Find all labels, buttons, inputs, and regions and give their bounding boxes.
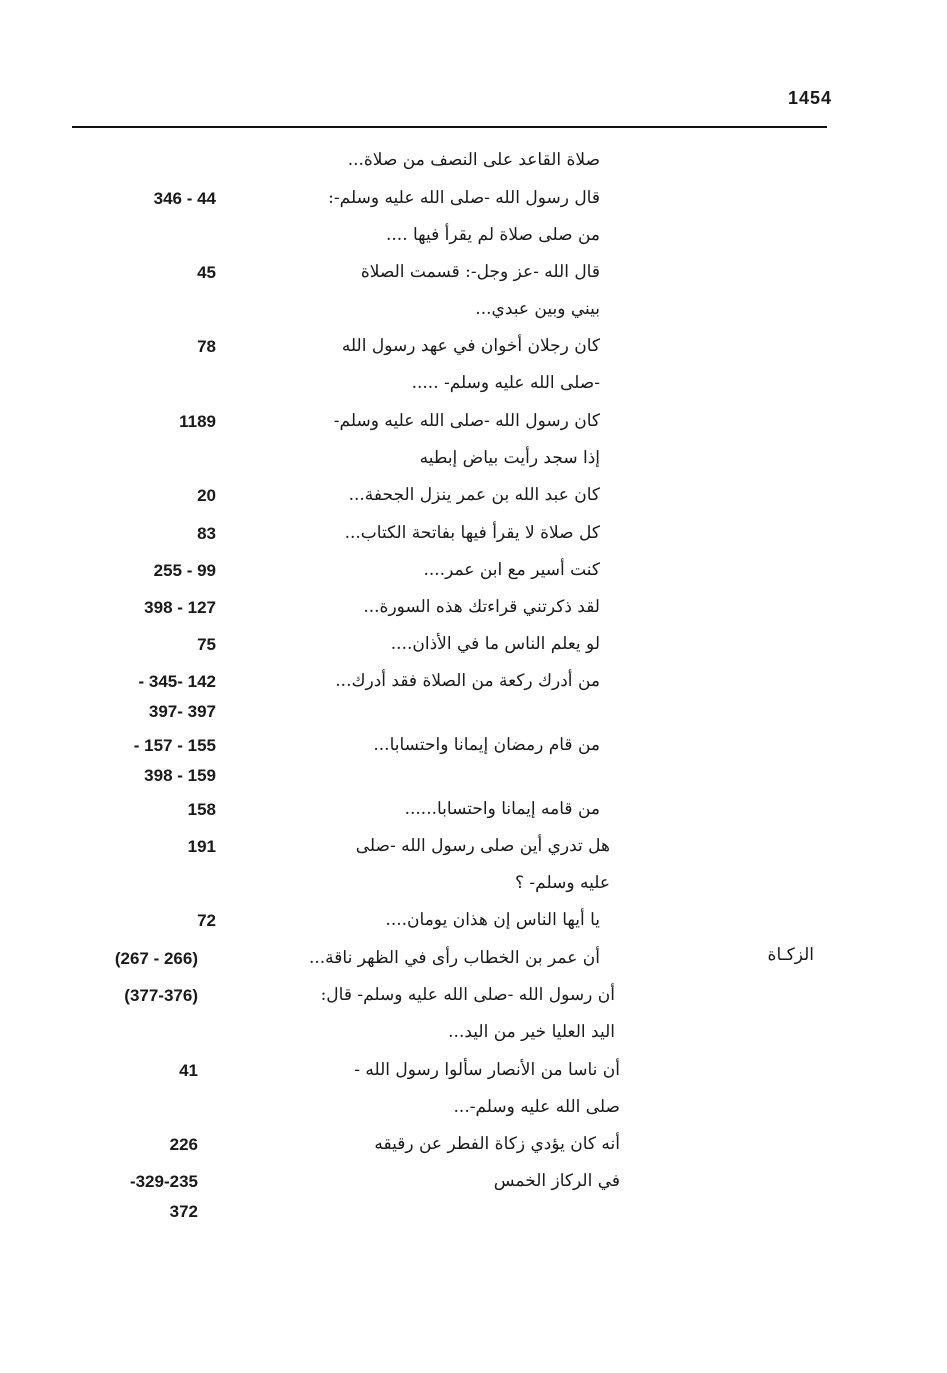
entry-page-refs (80, 795, 216, 825)
entry-text (260, 515, 600, 552)
entry-line: صلاة القاعد على النصف من صلاة... (347, 150, 600, 170)
entry-page-refs (80, 184, 216, 214)
entry-line: هل تدري أين صلى رسول الله -صلى (355, 836, 610, 856)
entry-line: كل صلاة لا يقرأ فيها بفاتحة الكتاب... (344, 523, 600, 543)
entry-page-ref: 158 (187, 800, 216, 819)
entry-page-refs (80, 332, 216, 362)
entry-line: من قام رمضان إيمانا واحتسابا... (373, 735, 600, 755)
entry-text (260, 589, 600, 626)
entry-page-refs (80, 519, 216, 549)
entry-page-refs (80, 832, 216, 862)
entry-line: أن رسول الله -صلى الله عليه وسلم- قال: (320, 985, 615, 1005)
entry-text (260, 403, 600, 477)
entry-page-refs (80, 630, 216, 660)
entry-text (260, 791, 600, 828)
entry-text (260, 254, 600, 328)
entry-text (260, 552, 600, 589)
entry-line: -صلى الله عليه وسلم- ..... (411, 373, 600, 393)
entry-line: يا أيها الناس إن هذان يومان.... (385, 910, 600, 930)
entry-text (260, 328, 600, 402)
entry-line: كان رجلان أخوان في عهد رسول الله (341, 336, 600, 356)
entry-text (260, 902, 600, 939)
entry-page-ref: 20 (197, 486, 216, 505)
entry-line: عليه وسلم- ؟ (515, 873, 610, 893)
entry-page-ref: 226 (169, 1135, 198, 1154)
entry-text (260, 727, 600, 764)
entry-line: قال الله -عز وجل-: قسمت الصلاة (360, 262, 600, 282)
entry-line: كنت أسير مع ابن عمر.... (423, 560, 600, 580)
entry-page-ref: 1189 (179, 412, 216, 431)
entry-line: من أدرك ركعة من الصلاة فقد أدرك... (335, 671, 600, 691)
entry-page-ref: 75 (197, 635, 216, 654)
entry-page-ref: 346 - 44 (153, 189, 216, 208)
entry-page-refs (80, 906, 216, 936)
section-label: الزكـاة (767, 945, 814, 965)
entry-page-refs (62, 1130, 198, 1160)
entry-page-refs (62, 1167, 198, 1227)
entry-line: لقد ذكرتني قراءتك هذه السورة... (363, 597, 600, 617)
entry-line: بيني وبين عبدي... (475, 299, 600, 319)
entry-page-ref: 398 - 127 (144, 598, 216, 617)
entry-page-ref: 372 (169, 1202, 198, 1221)
entry-page-refs (80, 258, 216, 288)
entry-line: أن ناسا من الأنصار سألوا رسول الله - (354, 1060, 620, 1080)
entry-page-ref: 255 - 99 (153, 561, 216, 580)
entry-text (280, 1126, 620, 1163)
page-number: 1454 (787, 88, 832, 108)
entry-text (275, 977, 615, 1051)
entry-text (270, 828, 610, 902)
entry-page-refs (80, 731, 216, 791)
entry-page-ref: 397- 397 (148, 702, 216, 721)
entry-page-ref: - 157 - 155 (133, 736, 216, 755)
entry-page-refs (62, 1056, 198, 1086)
entry-text (260, 180, 600, 254)
entry-line: كان عبد الله بن عمر ينزل الجحفة... (348, 485, 600, 505)
entry-page-ref: 41 (179, 1061, 198, 1080)
entry-page-ref: 45 (197, 263, 216, 282)
entry-page-refs (80, 556, 216, 586)
entry-page-refs (62, 981, 198, 1011)
entry-page-ref: 78 (197, 337, 216, 356)
entry-text (260, 626, 600, 663)
entry-line: اليد العليا خير من اليد... (448, 1022, 615, 1042)
entry-page-ref: 72 (197, 911, 216, 930)
entry-page-refs (80, 407, 216, 437)
entry-page-ref: (267 - 266) (114, 949, 198, 968)
entry-line: في الركاز الخمس (493, 1171, 620, 1191)
entry-text (260, 142, 600, 179)
entry-page-refs (62, 944, 198, 974)
entry-page-ref: 398 - 159 (144, 766, 216, 785)
entry-page-ref: (377-376) (124, 986, 198, 1005)
entry-page-ref: -329-235 (129, 1172, 198, 1191)
entry-line: أنه كان يؤدي زكاة الفطر عن رقيقه (374, 1134, 620, 1154)
entry-line: من صلى صلاة لم يقرأ فيها .... (385, 225, 600, 245)
entry-line: صلى الله عليه وسلم-... (453, 1097, 620, 1117)
entry-page-refs (80, 593, 216, 623)
entry-line: قال رسول الله -صلى الله عليه وسلم-: (328, 188, 600, 208)
entry-text (280, 1052, 620, 1126)
entry-page-refs (80, 667, 216, 727)
entry-line: من قامه إيمانا واحتسابا...... (404, 799, 600, 819)
entry-text (280, 1163, 620, 1200)
entry-text (260, 663, 600, 700)
entry-page-ref: - 345- 142 (138, 672, 216, 691)
entry-page-ref: 83 (197, 524, 216, 543)
entry-line: أن عمر بن الخطاب رأى في الظهر ناقة... (308, 948, 600, 968)
entry-text (260, 477, 600, 514)
entry-line: إذا سجد رأيت بياض إبطيه (419, 448, 600, 468)
entry-text (260, 940, 600, 977)
entry-line: كان رسول الله -صلى الله عليه وسلم- (333, 411, 600, 431)
entry-line: لو يعلم الناس ما في الأذان.... (390, 634, 600, 654)
entry-page-ref: 191 (187, 837, 216, 856)
entry-page-refs (80, 481, 216, 511)
